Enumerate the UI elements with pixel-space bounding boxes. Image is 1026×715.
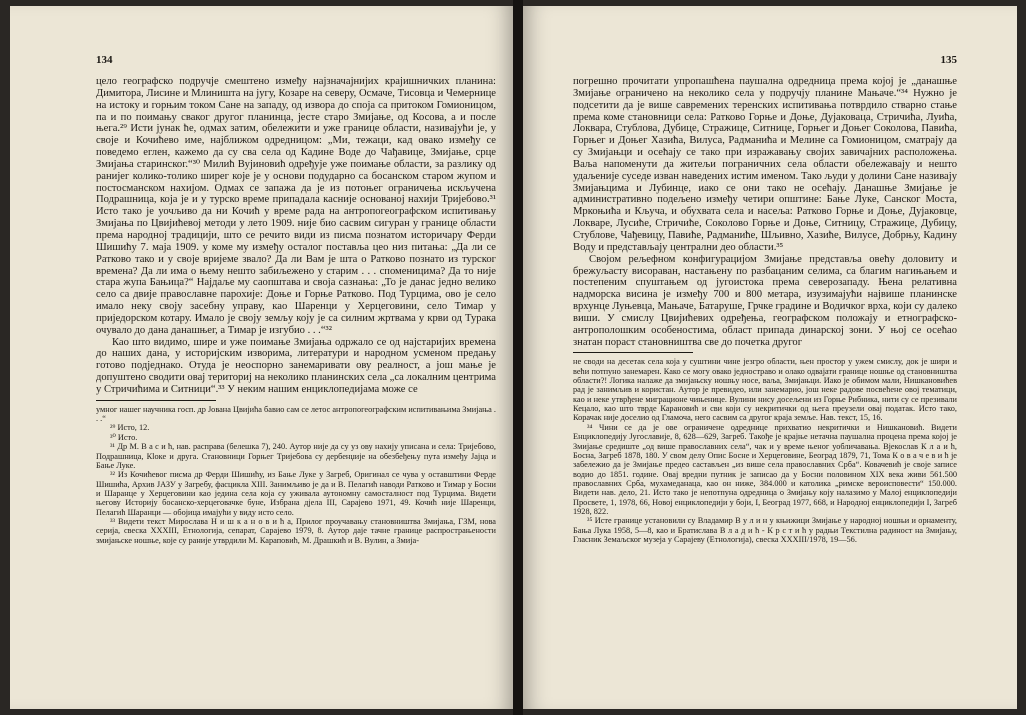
footnote-32: ³² Из Кочићевог писма др Ферди Шишићу, из Бање Луке у Загреб, Оригинал се чува у оставштини Ферде Шишића, Архив ЈАЗУ у Загребу, фасцикла XIII. Занимљиво је да и В. Пелагић наводи Ратково и Тимар у Босни и Шаранце у Херцеговини као једина села која су уживала аутономну самосталност под Турцима. Видети његову Историју босанско-херцеговачке буне, Избрана дјела III, Сарајево 1971, 49. Кочић није Шаренци, Пелагић Шаранци — обојица имајући у виду исто село.: [96, 470, 496, 517]
page-number-right: 135: [940, 54, 957, 66]
footnote-divider-right: [573, 352, 693, 353]
footnote-30: ³⁰ Исто.: [110, 432, 138, 442]
footnote-divider-left: [96, 400, 216, 401]
left-paragraph-1: цело географско подручје смештено између најзначајнијих крајишничких планина: Димитора, Лисине и Млиништа на југу, Козаре на северу, Осмаче, Тисовца и Чемернице на истоку и горњим током Сане на западу, од извора до споја са притоком Гомионицом, па и по поимању сваког другог планинца, јесте старо Змијање, од Косова, а и после њега.²⁹ Исти јунак ће, одмах затим, обележити и уже границе области, називајући је, у своје и Кочићево име, најближом одредницом: „Ми, тежаци, кад овако између се поведемо еглен, кажемо да су сва села од Кадине Воде до Чађавице, Змијање, срце Змијања старинског.“³⁰ Милић Вујиновић одређује уже поимање области, за разлику од ранијег колико-толико ширег које је у основи подударно са босанском старом жупом и постосманском нахијом. Одмах се запажа да је из потоњег ограничења искључена Подрашница, која је и у турско време припадала касније основаној нахији Тријебово.³¹ Исто тако је уочљиво да ни Кочић у време рада на антропогеографском испитивању Змијања по Цвијићевој методи у лето 1909. није био сасвим сигуран у границе области према народној традицији, што се речито види из писма познатом историчару Ферди Шишићу 7. маја 1909. у коме му између осталог поставља цео низ питања: „Да ли се Ратково тако и у своје вријеме звало? Да ли Вам је шта о Ратково познато из турског времена? Да ли има о њему нешто забиљежено у старим . . . споменицима? Да то није стара жупа Бањица?“ Најдаље му саопштава и своја сазнања: „То је данас једно велико село са двије православне парохије: Доње и Горње Ратково. Под Турцима, ово је село имало неку своју засебну управу, као Шаренци у Херцеговини, село Тимар у приједорском котару. Имало је своју земљу коју је са силним жртвама у крви од Турака очувало до дана данашњег, а Тимар је изгубио . . .“³²: [96, 76, 496, 336]
left-paragraph-2: Као што видимо, шире и уже поимање Змијања одржало се од најстаријих времена до наших дана, у историјским изворима, литератури и народном усменом предању готово подједнако. Отуда је неоспорно занемаривати ову реалност, а још мање је допуштено сводити овај териториј на неколико планинских села „са локалним центрима у Стричићима и Ситници“.³³ У неким нашим енциклопедијама може се: [96, 336, 496, 395]
left-page: [10, 6, 513, 709]
footnote-left-continuation: умног нашег научника госп. др Јована Цвијића бавио сам се летос антропогеографским испитивањима Змијања . . .“: [96, 404, 496, 424]
left-footnotes: [96, 405, 496, 545]
page-number-left: 134: [96, 54, 113, 66]
left-page-body: [96, 76, 496, 545]
right-page: [523, 6, 1017, 709]
footnote-33: ³³ Видети текст Мирослава Н и ш к а н о в и ћ а, Прилог проучавању становништва Змијања, ГЗМ, нова серија, свеска XXXIII, Етнологија, сепарат, Сарајево 1979, 8. Аутор даје тачне границе распрострањености змијањске ношње, које су раније утврдили М. Караповић, М. Драшкић и В. Вулин, а Змија-: [96, 516, 496, 545]
right-paragraph-1: погрешно прочитати упропашћена паушална одредница према којој је „данашње Змијање ограничено на неколико села у подручју планине Мањаче.“³⁴ Нужно је подсетити да је више савремених теренских испитивања потврдило стварно стање према коме становници села: Ратково Горње и Доње, Дујаковаца, Стричића, Луића, Локвара, Стублова, Дубице, Стражице, Ситнице, Горњег и Доњег Соколова, Павића, Горњег и Доњег Хазића, Вилуса, Радманића и Мелине са Гомионицом, сматрају да су Змијањци и осећају се тако при изражавању својих завичајних расположења. Ваља напоменути да житељи пограничних села области обележавају и нешто удаљеније суседе изван наведених истим именом. Тако људи у долини Сане називају Змијањцима и Лубинце, иако се они тако не осећају. Данашње Змијање је административно подељено између четири општине: Бање Луке, Санског Моста, Мркоњића и Кључа, и обухвата села и насеља: Ратково Горње и Доње, Дујаковце, Локваре, Лусиће, Стричиће, Соколово Горње и Доње, Ситницу, Стражице, Дубицу, Стублове, Чађевицу, Павиће, Радманиће, Шљивно, Хазиће, Вилусе, Добрњу, Кадину Воду и представљају централни део области.³⁵: [573, 76, 957, 253]
footnote-right-continuation: не своди на десетак села која у суштини чине језгро области, њен простор у ужем смислу, док је шири и већи потпуно занемарен. Како се могу овако једностраво и олако одвајати границе ношње од становништва области?! Логика налаже да змијањску ношњу носе, ваља, Змијањци. Иако је обимом мали, Нишкановићев рад је занимљив и користан. Аутор је превидео, или занемарио, још неке радове посвећене овој тематици, као и неке утврђене миграционе чињенице. Вулини нису досељени из Горње Рибника, нити су се презивали Кецало, као што тврде Карановић и сви који су некритички од њега преузели овај податак. Исто тако, Корачак није доселио од Гламоча, него сасвим са другог краја земље. Нав. текст, 15, 16.: [573, 357, 957, 423]
book-gutter: [513, 0, 523, 715]
right-paragraph-2: Својом рељефном конфигурацијом Змијање представља овећу доловиту и брежуљасту висораван, настањену по разбацаним селима, са благим нагињањем и постепеним спуштањем од југоистока према северозападу. Њена релативна надморска висина је између 700 и 800 метара, изузимајући највише планинске врхунце Луњевца, Мањаче, Батаруше, Грчке градине и Водичког врха, који су далеко виши. У смислу Цвијићевих одређења, географском положају и етнографско-антрополошким особеностима, област припада динарској зони. У њој се осећао знатан пораст становништва све до почетка другог: [573, 253, 957, 348]
right-page-body: [573, 76, 957, 544]
footnote-35: ³⁵ Исте границе установили су Владамир В у л и н у књижици Змијање у народној ношњи и орнаменту, Бања Лука 1958, 5—8, као и Братислава В л а д и ћ - К р с т и ћ у радњи Текстилна радиност на Змијању, Гласник Земаљског музеја у Сарајеву (Етнологија), свеска XXXIII/1978, 19—56.: [573, 516, 957, 544]
footnote-29: ²⁹ Исто, 12.: [110, 423, 150, 433]
footnote-31: ³¹ Др М. В а с и ћ, нав. расправа (белешка 7), 240. Аутор није да су уз ову нахију уписана и села: Тријебово, Подрашница, Кloке и друга. Становници Горњег Тријебова су дербенџије на обезбеђењу пута између Јајца и Бање Луке.: [96, 442, 496, 470]
footnote-34: ³⁴ Чини се да је ове ограничене одреднице прихватио некритички и Нишкановић. Видети Енциклопедију Југославије, 8, 628—629, Загреб. Такође је крајње нетачна паушална процена према којој је Змијање средиште „од више православних села“, чак и у време њеног уобличавања. Вјекослав К л а и ћ, Босна, Загреб 1878, 180. У свом делу Опис Босне и Херцеговине, Београд 1879, 71, Тома К о в а ч е в и ћ је забележио да је Змијање предео састављен „из више села православних Срба“. Ковачевић је своје записе водио до 1851. године. Овај вредни путник је записао да у Босни половином XIX века живи 561.500 православних Срба, мухамеданаца, као он ниже, 384.000 и католика „римске вероисповести“ 150.000. Видети нав. дело, 21. Исто тако је непотпуна одредница о Змијању коју налазимо у Малој енциклопедији Просвете, 1, 1978, 66, Новој енциклопедији у боји, I, Београд 1977, 668, и Народној енциклопедији I, Загреб 1928, 822.: [573, 422, 957, 516]
right-footnotes: [573, 357, 957, 544]
